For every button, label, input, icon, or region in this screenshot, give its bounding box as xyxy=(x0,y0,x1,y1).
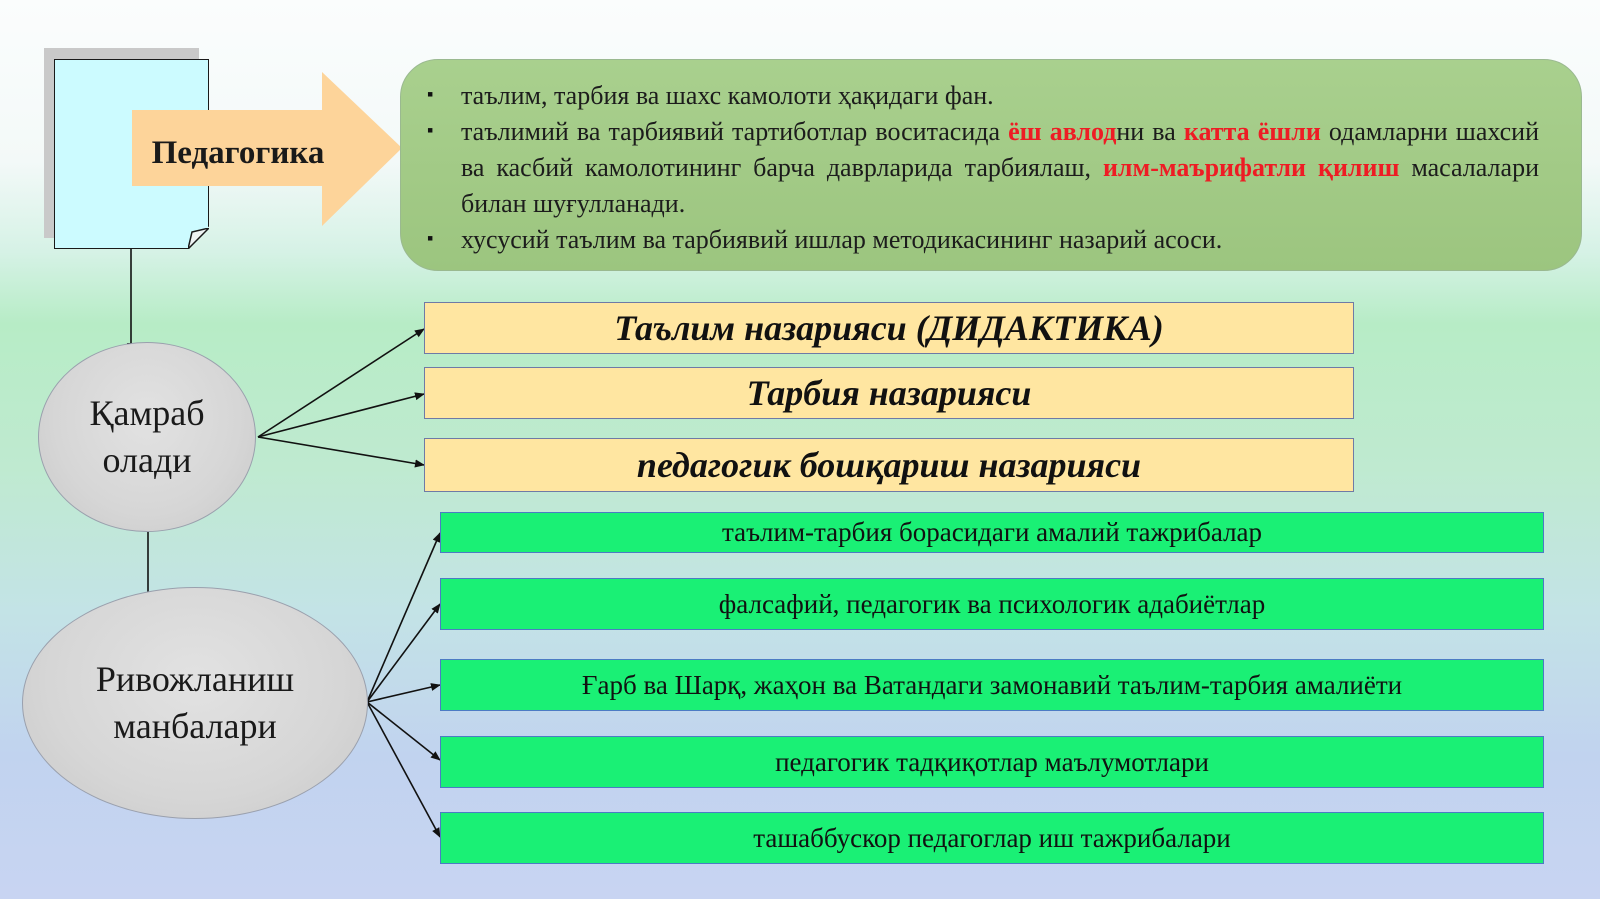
pedagogy-title: Педагогика xyxy=(151,134,325,171)
connector-to-source-2 xyxy=(367,604,440,702)
connector-to-theory-1 xyxy=(258,329,424,437)
sources-label: Ривожланиш манбалари xyxy=(95,659,295,746)
definition-bullet-2 xyxy=(461,114,1539,222)
highlight-adults: катта ёшли xyxy=(1183,117,1321,146)
definition-bullet-1: ▪ таълим, тарбия ва шахс камолоти ҳақидаги фан. xyxy=(461,78,1539,114)
sources-ellipse xyxy=(22,587,368,819)
definition-box xyxy=(400,59,1582,271)
covers-ellipse xyxy=(38,342,256,532)
covers-label: Қамраб олади xyxy=(89,393,205,480)
source-box-practical-experience: таълим-тарбия борасидаги амалий тажрибалар xyxy=(440,512,1544,553)
highlight-enlightenment: илм-маърифатли қилиш xyxy=(1102,153,1400,182)
highlight-young-generation: ёш авлод xyxy=(1008,117,1117,146)
theory-box-management: педагогик бошқариш назарияси xyxy=(424,438,1354,492)
connector-to-source-5 xyxy=(367,702,440,837)
connector-to-theory-3 xyxy=(258,437,424,465)
theory-box-upbringing: Тарбия назарияси xyxy=(424,367,1354,419)
bullet-2-text-1: таълимий ва тарбиявий тартиботлар воситасида xyxy=(461,117,1009,146)
definition-bullet-3: ▪ хусусий таълим ва тарбиявий ишлар методикасининг назарий асоси. xyxy=(461,222,1539,258)
connector-to-source-4 xyxy=(367,702,440,760)
page-fold-icon xyxy=(188,228,209,249)
theory-box-didactics: Таълим назарияси (ДИДАКТИКА) xyxy=(424,302,1354,354)
source-box-research-data: педагогик тадқиқотлар маълумотлари xyxy=(440,736,1544,788)
connector-to-source-3 xyxy=(367,685,440,702)
connector-to-source-1 xyxy=(367,533,440,702)
bullet-2-text-3: одамларни шахсий ва касбий камолотининг барча даврларида тарбиялаш, xyxy=(461,117,1539,182)
bullet-2-text-2: ни ва xyxy=(1116,117,1184,146)
source-box-literature: фалсафий, педагогик ва психологик адабиётлар xyxy=(440,578,1544,630)
connector-to-theory-2 xyxy=(258,394,424,437)
source-box-teacher-experience: ташаббускор педагоглар иш тажрибалари xyxy=(440,812,1544,864)
bullet-2-text-4: масалалари билан шуғулланади. xyxy=(461,153,1539,218)
source-box-modern-practice: Ғарб ва Шарқ, жаҳон ва Ватандаги замонавий таълим-тарбия амалиёти xyxy=(440,659,1544,711)
